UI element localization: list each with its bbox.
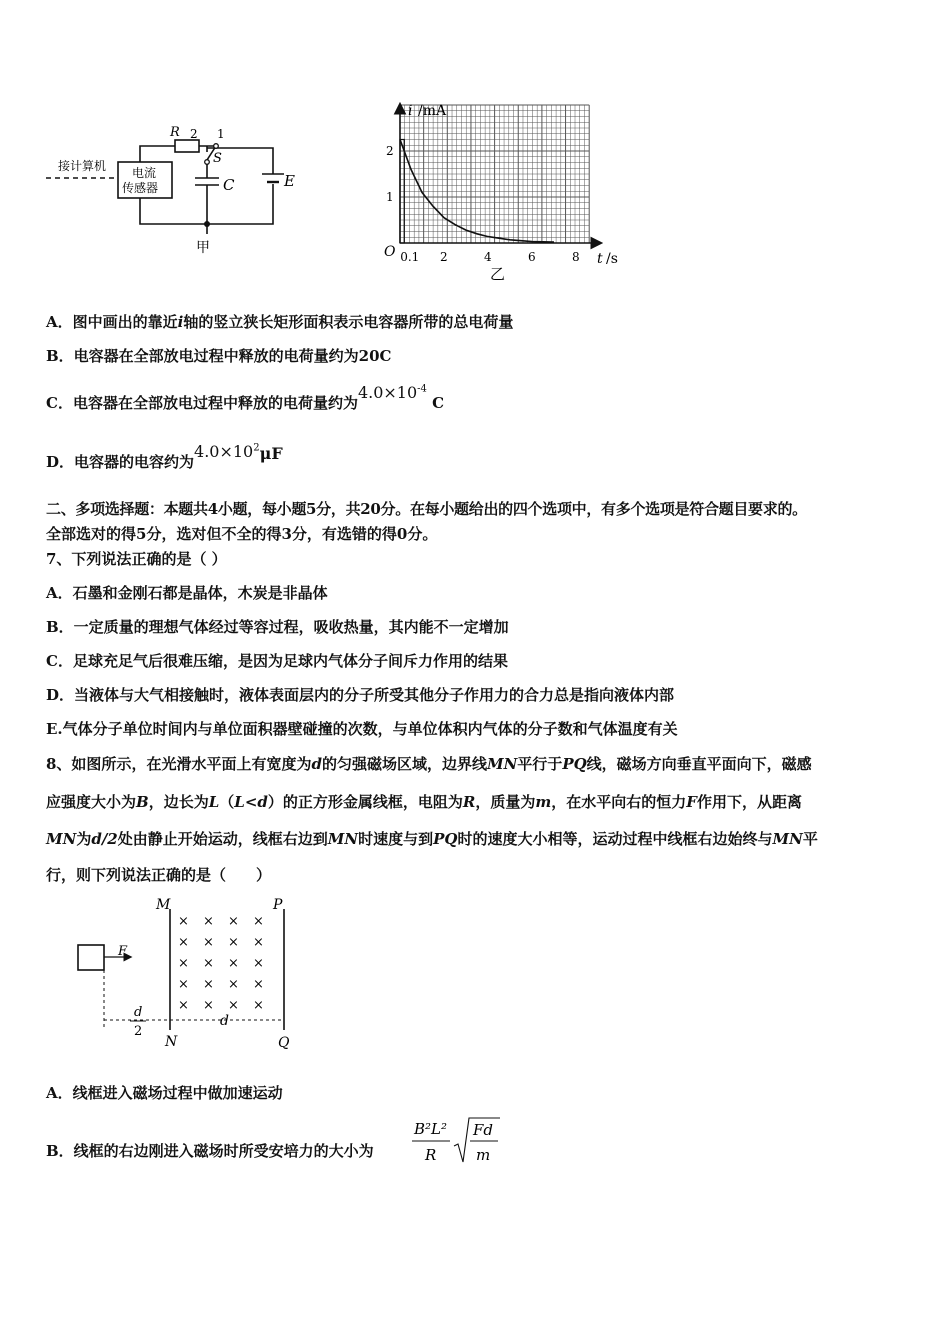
x-axis-t: t <box>597 251 603 267</box>
x-tick-label: 6 <box>528 250 536 264</box>
q6-option-a: A．图中画出的靠近i轴的竖立狭长矩形面积表示电容器所带的总电荷量 <box>46 313 514 331</box>
width-d-label: d <box>220 1013 229 1029</box>
current-curve <box>400 140 554 243</box>
q7-option-d: D．当液体与大气相接触时，液体表面层内的分子所受其他分子作用力的合力总是指向液体内部 <box>46 686 675 704</box>
chart-grid <box>400 105 589 243</box>
section-2-line-1: 二、多项选择题：本题共4小题，每小题5分，共20分。在每小题给出的四个选项中，有多个选项是符合题目要求的。 <box>46 500 807 518</box>
label-p: P <box>273 897 283 913</box>
q6-option-b: B．电容器在全部放电过程中释放的电荷量约为20C <box>46 347 392 365</box>
field-cross: × <box>203 935 214 950</box>
force-label: F <box>118 944 128 959</box>
sensor-label-2: 传感器 <box>122 181 159 195</box>
x-axis-unit: /s <box>606 251 618 267</box>
field-cross: × <box>203 956 214 971</box>
graph-caption: 乙 <box>490 265 506 283</box>
y-axis-unit: /mA <box>418 103 447 119</box>
q7-option-a: A．石墨和金刚石都是晶体，木炭是非晶体 <box>46 584 328 602</box>
field-crosses <box>178 914 264 1013</box>
field-cross: × <box>253 977 264 992</box>
q6-option-c: C．电容器在全部放电过程中释放的电荷量约为$4.0\times 10^{-4}$ C <box>46 383 445 412</box>
x-tick-label: 4 <box>484 250 492 264</box>
discharge-current-chart <box>372 95 632 285</box>
field-cross: × <box>253 935 264 950</box>
capacitor-label: C <box>223 176 235 194</box>
q8-stem-line-2: 应强度大小为B，边长为L（L<d）的正方形金属线框，电阻为R，质量为m，在水平向右的恒力F作用下，从距离 <box>46 793 802 811</box>
circuit-diagram <box>40 120 310 260</box>
origin-label: O <box>384 244 396 260</box>
q8-stem-line-4: 行，则下列说法正确的是（ ） <box>46 866 272 884</box>
field-cross: × <box>203 998 214 1013</box>
y-axis-i: i <box>408 103 413 119</box>
magnetic-field-diagram <box>70 895 310 1055</box>
field-cross: × <box>253 956 264 971</box>
node-2-label: 2 <box>190 127 198 141</box>
y-tick-label: 1 <box>386 190 394 204</box>
x-tick-label: 2 <box>440 250 448 264</box>
field-cross: × <box>203 977 214 992</box>
field-cross: × <box>178 914 189 929</box>
ampere-force-formula <box>408 1112 508 1168</box>
y-tick-label: 2 <box>386 144 394 158</box>
field-cross: × <box>178 935 189 950</box>
field-cross: × <box>178 998 189 1013</box>
field-cross: × <box>228 956 239 971</box>
field-cross: × <box>178 977 189 992</box>
field-cross: × <box>203 914 214 929</box>
emf-label: E <box>284 172 295 190</box>
field-cross: × <box>178 956 189 971</box>
label-n: N <box>165 1034 178 1050</box>
label-m: M <box>156 897 171 913</box>
q8-option-b: B．线框的右边刚进入磁场时所受安培力的大小为 <box>46 1142 374 1160</box>
frac-numerator: B²L² <box>414 1120 448 1138</box>
field-cross: × <box>253 914 264 929</box>
square-frame <box>78 945 104 970</box>
half-d-den: 2 <box>134 1024 143 1039</box>
sensor-label-1: 电流 <box>132 166 157 180</box>
q7-option-b: B．一定质量的理想气体经过等容过程，吸收热量，其内能不一定增加 <box>46 618 509 636</box>
q7-stem: 7、下列说法正确的是（ ） <box>46 550 227 568</box>
node-1-label: 1 <box>217 127 225 141</box>
x-tick-label: 0.1 <box>400 250 420 264</box>
sqrt-denominator: m <box>476 1146 491 1164</box>
x-tick-label: 8 <box>572 250 580 264</box>
q8-option-a: A．线框进入磁场过程中做加速运动 <box>46 1084 283 1102</box>
field-cross: × <box>228 935 239 950</box>
field-cross: × <box>253 998 264 1013</box>
q6-option-d: D．电容器的电容约为$4.0\times 10^2\mu F$ <box>46 442 283 471</box>
resistor-label: R <box>170 125 180 140</box>
q7-option-e: E.气体分子单位时间内与单位面积器壁碰撞的次数，与单位体积内气体的分子数和气体温度有关 <box>46 720 678 738</box>
circuit-caption: 甲 <box>196 240 210 256</box>
switch-label: S <box>213 151 222 166</box>
label-q: Q <box>278 1035 290 1051</box>
frac-denominator: R <box>425 1146 437 1164</box>
section-2-line-2: 全部选对的得5分，选对但不全的得3分，有选错的得0分。 <box>46 525 438 543</box>
half-d-num: d <box>134 1005 143 1020</box>
q7-option-c: C．足球充足气后很难压缩，是因为足球内气体分子间斥力作用的结果 <box>46 652 508 670</box>
sqrt-numerator: Fd <box>473 1121 494 1139</box>
computer-label: 接计算机 <box>58 159 107 173</box>
q8-stem-line-1: 8、如图所示，在光滑水平面上有宽度为d的匀强磁场区域，边界线MN平行于PQ线，磁场方向垂直平面向下，磁感 <box>46 755 812 773</box>
field-cross: × <box>228 914 239 929</box>
field-cross: × <box>228 977 239 992</box>
q8-stem-line-3: MN为d/2处由静止开始运动，线框右边到MN时速度与到PQ时的速度大小相等，运动过程中线框右边始终与MN平 <box>46 830 818 848</box>
field-cross: × <box>228 998 239 1013</box>
